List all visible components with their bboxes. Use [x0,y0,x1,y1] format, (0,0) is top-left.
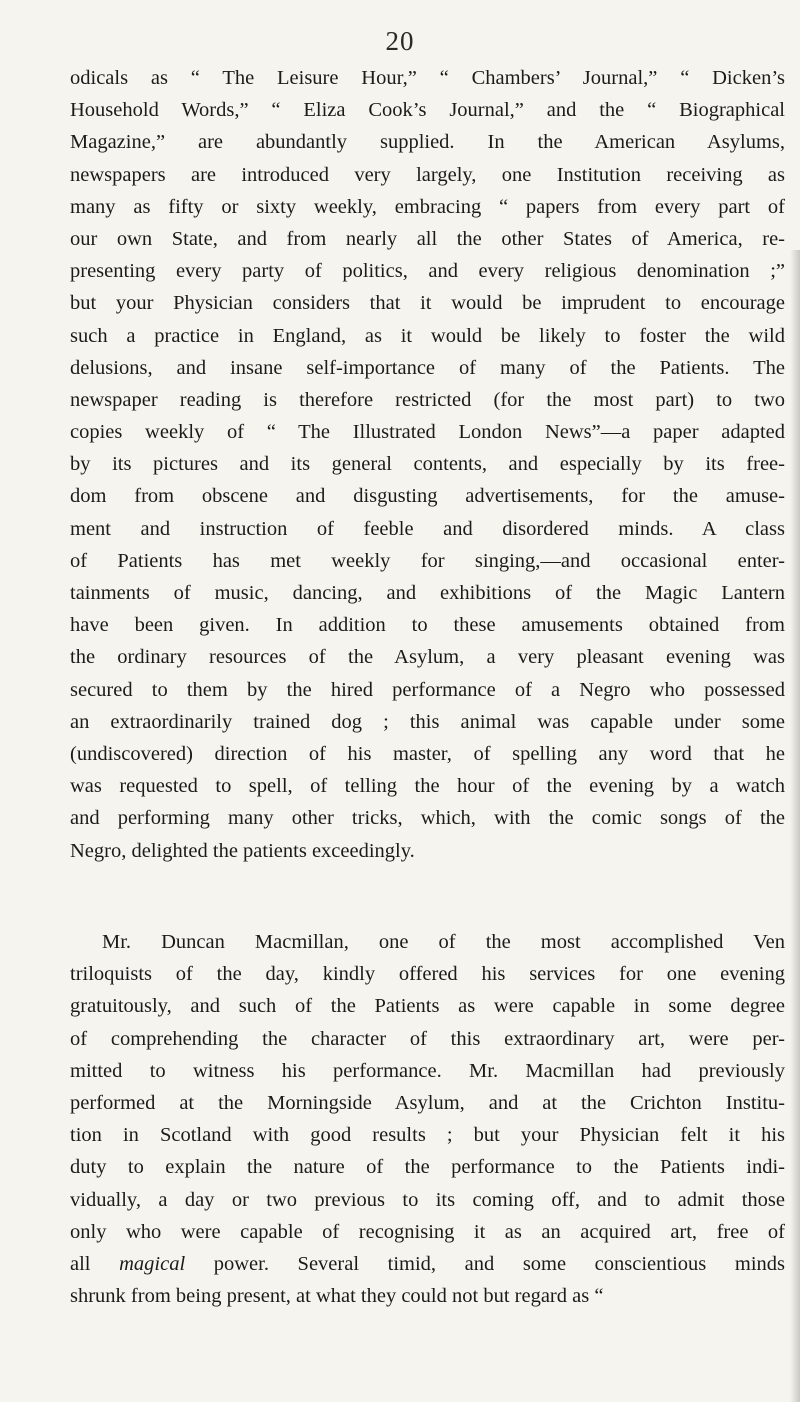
text-line: ment and instruction of feeble and disordered minds. A class [70,517,785,540]
text-line: dom from obscene and disgusting advertisements, for the amuse- [70,485,785,508]
text-line: Mr. Duncan Macmillan, one of the most accomplished Ven [102,931,785,953]
text-line: newspaper reading is therefore restricted (for the most part) to two [70,388,785,411]
text-line: all magical power. Several timid, and some conscientious minds [70,1252,785,1275]
text-line: Household Words,” “ Eliza Cook’s Journal,” and the “ Biographical [70,99,785,122]
text-line: by its pictures and its general contents, and especially by its free- [70,453,785,476]
text-line: secured to them by the hired performance of a Negro who possessed [70,678,785,701]
text-line: newspapers are introduced very largely, one Institution receiving as [70,163,785,186]
text-line: presenting every party of politics, and every religious denomination ;” [70,260,785,283]
page-number: 20 [385,26,415,56]
text-line: performed at the Morningside Asylum, and at the Crichton Institu- [70,1091,785,1114]
text-line: odicals as “ The Leisure Hour,” “ Chambers’ Journal,” “ Dicken’s [70,67,785,89]
paragraph-1 [70,62,785,867]
text-line: copies weekly of “ The Illustrated London News”—a paper adapted [70,421,785,444]
text-line: our own State, and from nearly all the other States of America, re- [70,227,785,250]
text-line: but your Physician considers that it would be imprudent to encourage [70,292,785,315]
text-line: vidually, a day or two previous to its coming off, and to admit those [70,1188,785,1211]
text-line: triloquists of the day, kindly offered his services for one evening [70,963,785,986]
text-line: mitted to witness his performance. Mr. Macmillan had previously [70,1059,785,1082]
text-line: and performing many other tricks, which, with the comic songs of the [70,807,785,830]
text-line: tainments of music, dancing, and exhibitions of the Magic Lantern [70,582,785,604]
paragraph-2 [70,926,785,1312]
text-line: Negro, delighted the patients exceedingly. [70,839,415,862]
page-edge-shadow [790,250,800,1402]
text-line: Magazine,” are abundantly supplied. In the American Asylums, [70,131,785,154]
text-line: gratuitously, and such of the Patients as were capable in some degree [70,995,785,1018]
text-line: duty to explain the nature of the performance to the Patients indi- [70,1156,785,1179]
text-line: tion in Scotland with good results ; but your Physician felt it his [70,1124,785,1147]
text-line: was requested to spell, of telling the hour of the evening by a watch [70,775,785,798]
text-line: many as fifty or sixty weekly, embracing “ papers from every part of [70,195,785,218]
text-line: only who were capable of recognising it as an acquired art, free of [70,1220,785,1243]
text-line: of Patients has met weekly for singing,—and occasional enter- [70,549,785,572]
text-line: such a practice in England, as it would be likely to foster the wild [70,324,785,347]
text-line: of comprehending the character of this extraordinary art, were per- [70,1027,785,1050]
text-line: (undiscovered) direction of his master, of spelling any word that he [70,742,785,765]
text-line: shrunk from being present, at what they could not but regard as “ [70,1285,604,1308]
text-line: have been given. In addition to these amusements obtained from [70,614,785,637]
text-line: an extraordinarily trained dog ; this animal was capable under some [70,710,785,733]
text-line: delusions, and insane self-importance of many of the Patients. The [70,356,785,379]
text-line: the ordinary resources of the Asylum, a very pleasant evening was [70,646,785,669]
